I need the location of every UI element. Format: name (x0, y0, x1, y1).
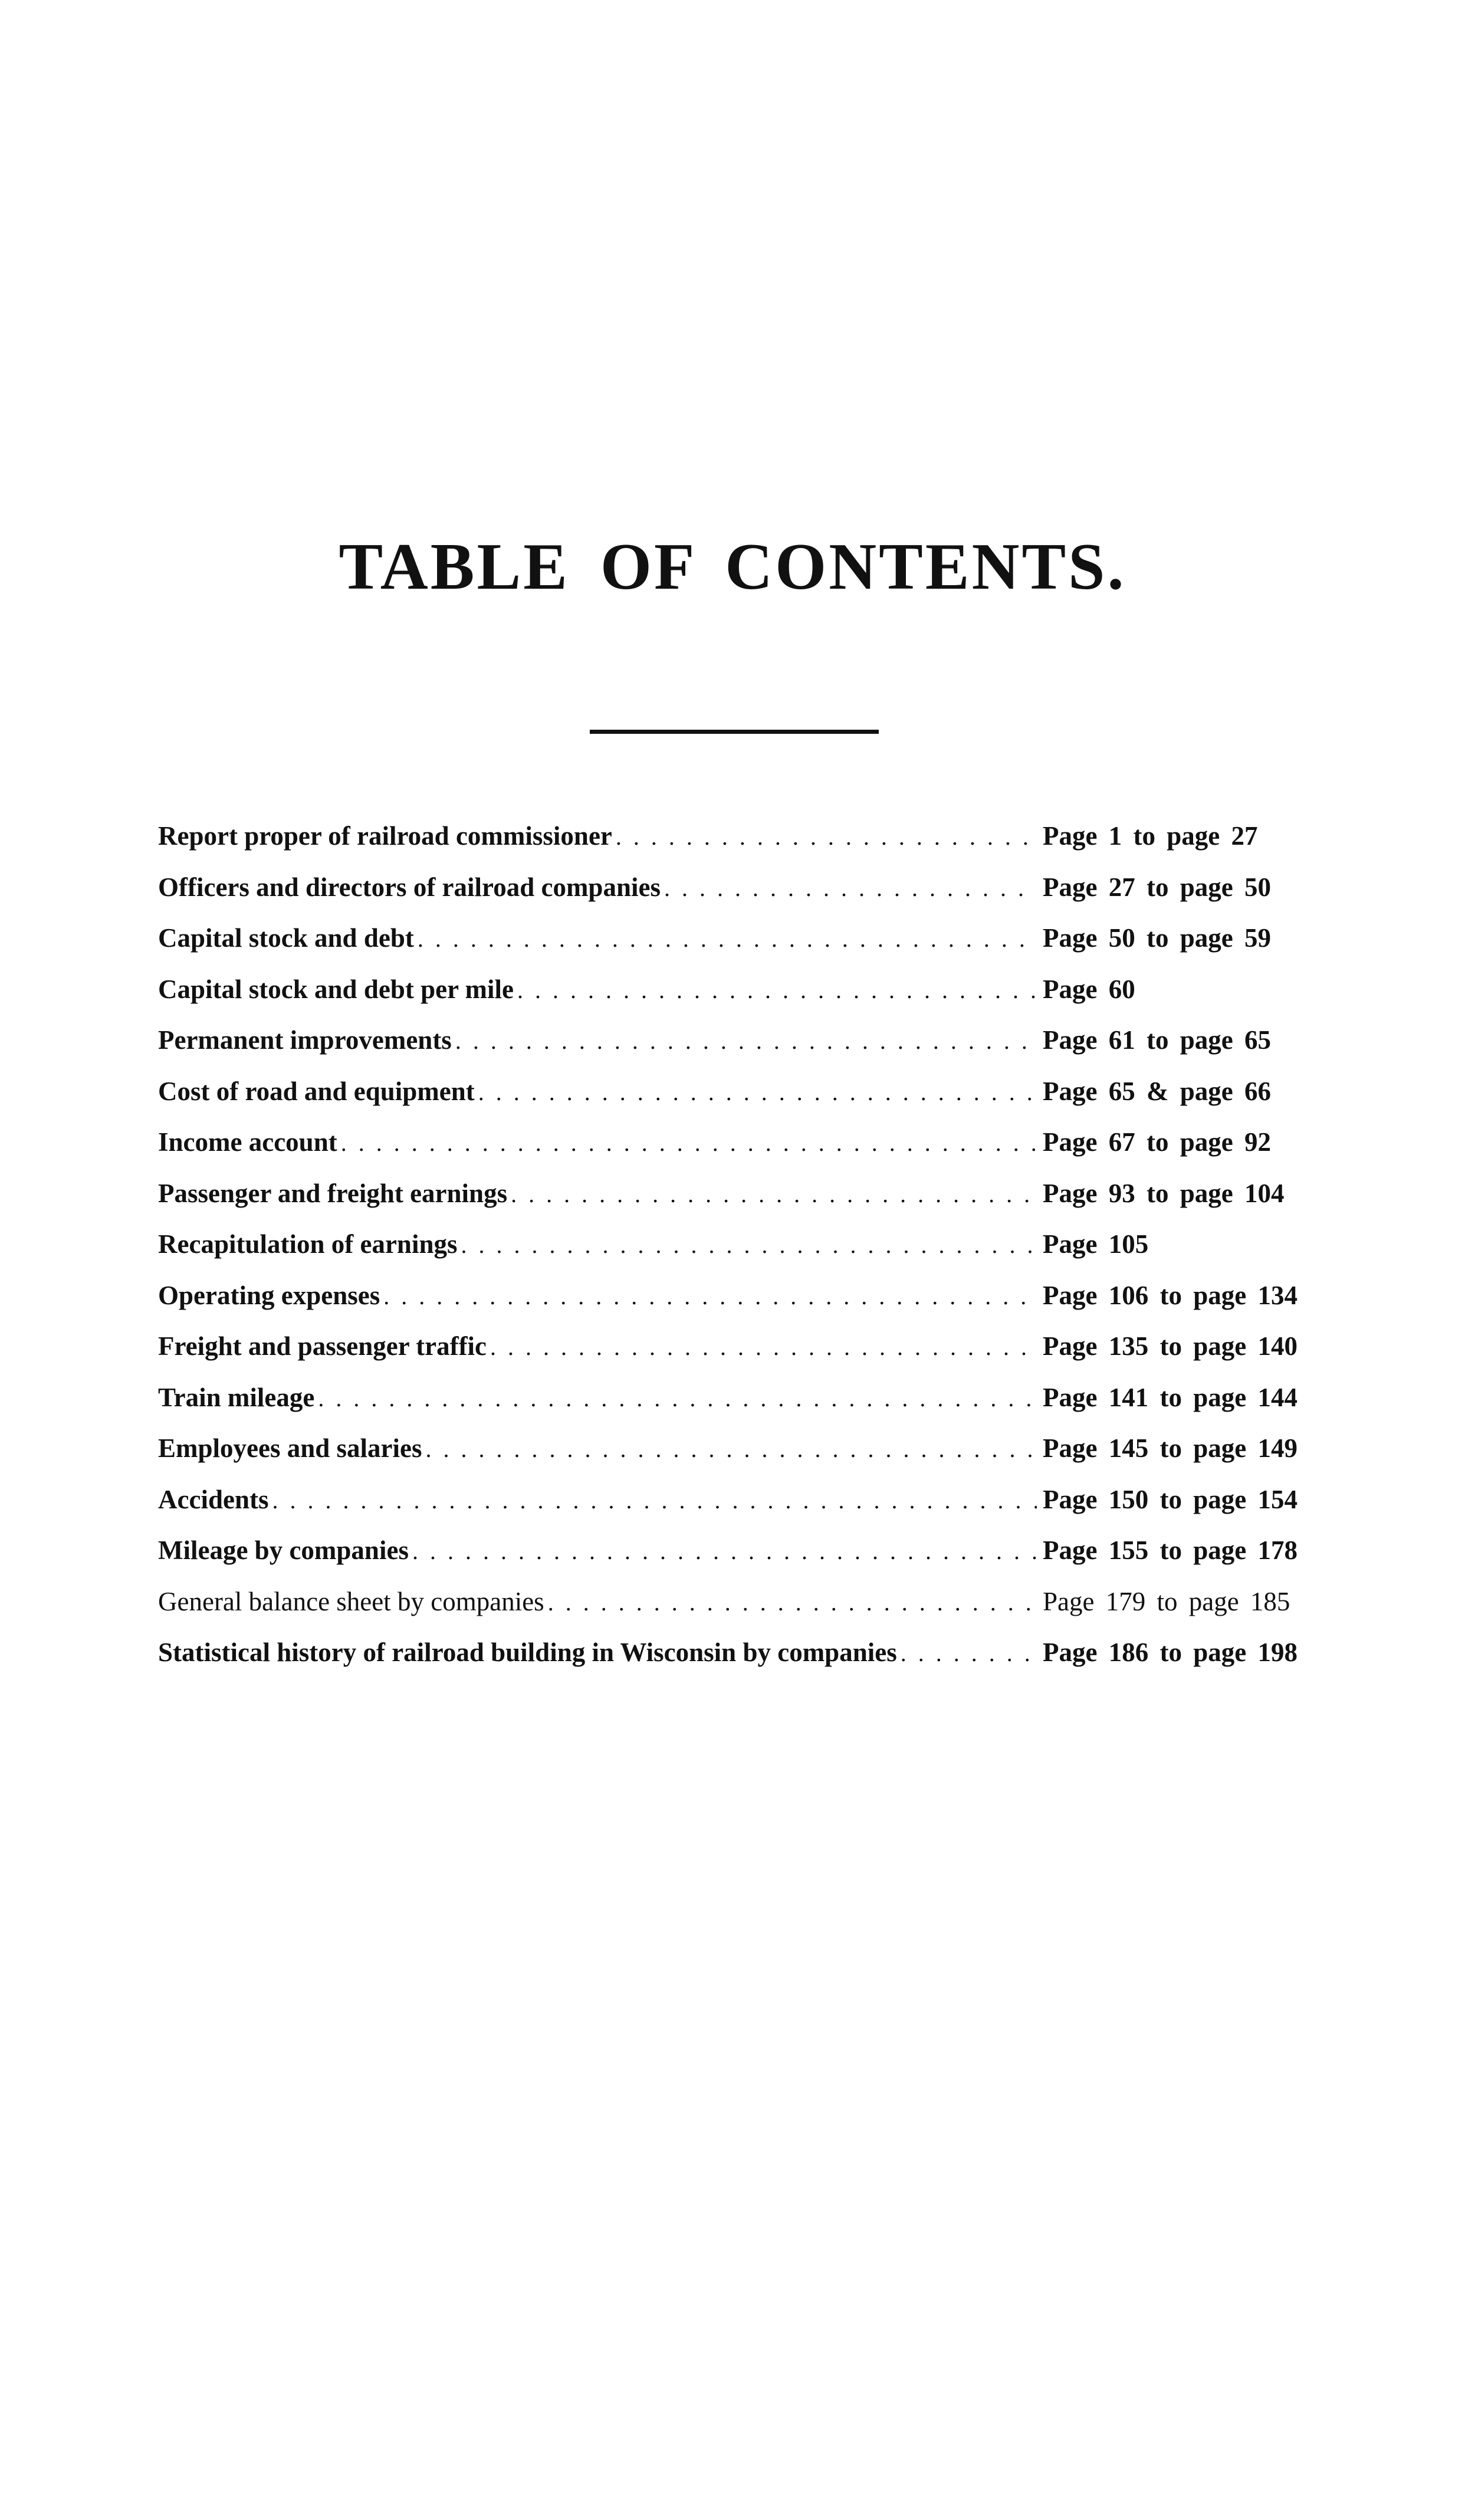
toc-entry-pages: Page 105 (1043, 1229, 1149, 1259)
toc-entry-title: Accidents (158, 1484, 269, 1514)
dot-leader (272, 1489, 1037, 1512)
toc-entry-title: Capital stock and debt (158, 923, 414, 953)
table-of-contents (158, 823, 1320, 1691)
toc-entry-pages: Page 27 to page 50 (1043, 872, 1271, 902)
toc-entry-pages: Page 150 to page 154 (1043, 1484, 1298, 1514)
dot-leader (517, 979, 1037, 1002)
toc-entry-pages: Page 145 to page 149 (1043, 1433, 1298, 1463)
dot-leader (664, 877, 1037, 900)
toc-entry-title: Passenger and freight earnings (158, 1178, 508, 1208)
dot-leader (478, 1081, 1037, 1104)
toc-entry-title: Train mileage (158, 1382, 315, 1412)
toc-entry-pages: Page 141 to page 144 (1043, 1382, 1298, 1412)
toc-entry-title: Operating expenses (158, 1280, 380, 1310)
toc-entry-title: Capital stock and debt per mile (158, 974, 514, 1004)
toc-entry (158, 1333, 1320, 1384)
toc-entry-title: Freight and passenger traffic (158, 1331, 487, 1361)
toc-entry (158, 1586, 1320, 1640)
dot-leader (318, 1387, 1037, 1410)
toc-entry (158, 1282, 1320, 1334)
toc-entry-title: Employees and salaries (158, 1433, 422, 1463)
toc-entry-pages: Page 65 & page 66 (1043, 1076, 1271, 1106)
toc-entry-pages: Page 106 to page 134 (1043, 1280, 1298, 1310)
toc-entry-title: Mileage by companies (158, 1535, 409, 1565)
toc-entry (158, 823, 1320, 874)
dot-leader (455, 1029, 1037, 1053)
dot-leader (426, 1438, 1037, 1461)
toc-entry (158, 925, 1320, 976)
toc-entry-pages: Page 93 to page 104 (1043, 1178, 1285, 1208)
toc-entry (158, 1435, 1320, 1487)
toc-entry-title: Statistical history of railroad building in Wisconsin by companies (158, 1638, 897, 1667)
toc-entry-pages: Page 61 to page 65 (1043, 1025, 1271, 1055)
toc-entry (158, 1129, 1320, 1180)
toc-entry-title: Income account (158, 1127, 337, 1157)
toc-entry-pages: Page 50 to page 59 (1043, 923, 1271, 953)
dot-leader (461, 1233, 1037, 1257)
toc-entry (158, 1484, 1320, 1538)
toc-entry-pages: Page 135 to page 140 (1043, 1331, 1298, 1361)
toc-entry-title: Officers and directors of railroad companies (158, 872, 661, 902)
toc-entry-pages: Page 186 to page 198 (1043, 1638, 1298, 1667)
toc-entry (158, 874, 1320, 926)
toc-entry-pages: Page 155 to page 178 (1043, 1535, 1298, 1565)
dot-leader (901, 1642, 1037, 1665)
toc-entry (158, 1180, 1320, 1232)
dot-leader (548, 1591, 1037, 1615)
dot-leader (511, 1183, 1037, 1206)
title-divider (590, 730, 879, 734)
toc-entry-title: General balance sheet by companies (158, 1586, 544, 1616)
toc-entry (158, 1027, 1320, 1078)
toc-entry-pages: Page 67 to page 92 (1043, 1127, 1271, 1157)
toc-entry-title: Recapitulation of earnings (158, 1229, 458, 1259)
toc-entry (158, 1078, 1320, 1130)
toc-entry (158, 1231, 1320, 1282)
toc-entry (158, 976, 1320, 1028)
toc-entry-title: Cost of road and equipment (158, 1076, 475, 1106)
dot-leader (412, 1540, 1037, 1563)
toc-entry-title: Permanent improvements (158, 1025, 452, 1055)
toc-entry-title: Report proper of railroad commissioner (158, 821, 612, 851)
dot-leader (418, 927, 1037, 951)
dot-leader (383, 1285, 1037, 1308)
toc-entry-pages: Page 60 (1043, 974, 1135, 1004)
toc-entry-pages: Page 1 to page 27 (1043, 821, 1258, 851)
dot-leader (341, 1131, 1037, 1155)
toc-entry-pages: Page 179 to page 185 (1043, 1586, 1290, 1616)
page-title: TABLE OF CONTENTS. (339, 530, 1126, 603)
toc-entry (158, 1639, 1320, 1691)
toc-entry (158, 1537, 1320, 1589)
dot-leader (490, 1336, 1037, 1359)
dot-leader (616, 825, 1037, 849)
toc-entry (158, 1384, 1320, 1436)
